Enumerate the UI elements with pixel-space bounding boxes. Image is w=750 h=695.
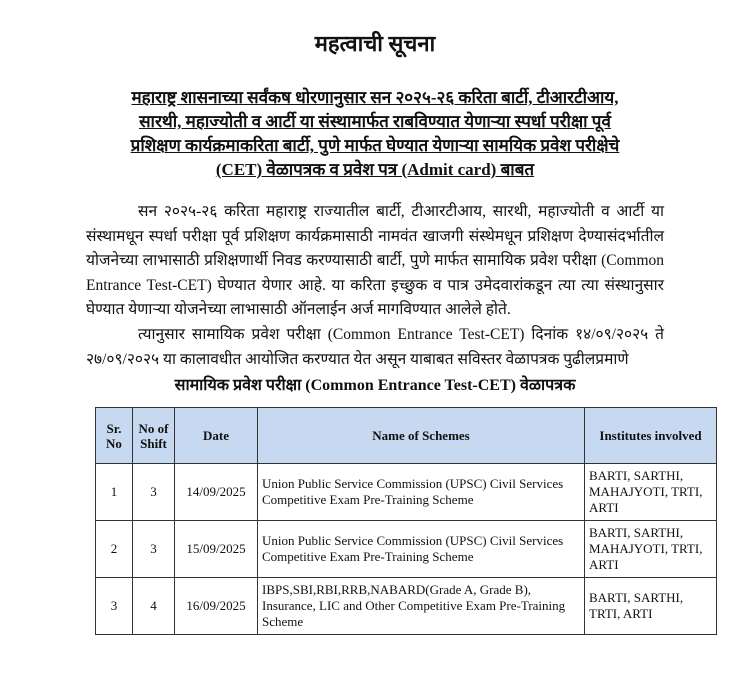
cell-institutes: BARTI, SARTHI, MAHAJYOTI, TRTI, ARTI	[585, 464, 717, 521]
paragraph-line: घेण्यात येणाऱ्या योजनेच्या लाभासाठी ऑनलाईन अर्ज मागविण्यात आलेले होते.	[86, 301, 511, 318]
cell-shift: 4	[133, 578, 175, 635]
paragraph-1	[86, 200, 664, 323]
table-row	[96, 521, 717, 578]
paragraph-2	[86, 323, 664, 372]
paragraph-line: २७/०९/२०२५ या कालावधीत आयोजित करण्यात येत असून याबाबत सविस्तर वेळापत्रक पुढीलप्रमाणे	[86, 350, 629, 368]
header-sr-no: Sr. No	[96, 408, 133, 464]
cell-institutes: BARTI, SARTHI, MAHAJYOTI, TRTI, ARTI	[585, 521, 717, 578]
schedule-title: सामायिक प्रवेश परीक्षा (Common Entrance Test-CET) वेळापत्रक	[174, 377, 576, 394]
schedule-table	[95, 407, 717, 635]
cell-date: 15/09/2025	[175, 521, 258, 578]
header-scheme: Name of Schemes	[258, 408, 585, 464]
subject-line: सारथी, महाज्योती व आर्टी या संस्थामार्फत राबविण्यात येणाऱ्या स्पर्धा परीक्षा पूर्व	[139, 112, 611, 131]
subject-line: (CET) वेळापत्रक व प्रवेश पत्र (Admit card) बाबत	[215, 160, 535, 179]
cell-scheme: Union Public Service Commission (UPSC) Civil Services Competitive Exam Pre-Training Scheme	[258, 521, 585, 578]
cell-institutes: BARTI, SARTHI, TRTI, ARTI	[585, 578, 717, 635]
cell-scheme: IBPS,SBI,RBI,RRB,NABARD(Grade A, Grade B), Insurance, LIC and Other Competitive Exam Pre-Training Scheme	[258, 578, 585, 635]
header-institutes: Institutes involved	[585, 408, 717, 464]
table-row	[96, 578, 717, 635]
cell-shift: 3	[133, 464, 175, 521]
cell-date: 16/09/2025	[175, 578, 258, 635]
notice-title: महत्वाची सूचना	[314, 31, 436, 56]
notice-subject	[84, 86, 666, 182]
header-shift: No of Shift	[133, 408, 175, 464]
cell-date: 14/09/2025	[175, 464, 258, 521]
cell-sr-no: 3	[96, 578, 133, 635]
cell-sr-no: 2	[96, 521, 133, 578]
cell-scheme: Union Public Service Commission (UPSC) Civil Services Competitive Exam Pre-Training Scheme	[258, 464, 585, 521]
cell-shift: 3	[133, 521, 175, 578]
paragraph-line: त्यानुसार सामायिक प्रवेश परीक्षा (Common Entrance Test-CET) दिनांक १४/०९/२०२५ ते	[138, 326, 664, 343]
subject-line: महाराष्ट्र शासनाच्या सर्वंकष धोरणानुसार सन २०२५-२६ करिता बार्टी, टीआरटीआय,	[131, 88, 619, 107]
paragraph-line: योजनेच्या लाभासाठी प्रशिक्षणार्थी निवड करण्यासाठी बार्टी, पुणे मार्फत सामायिक प्रवेश परीक्षा (Common	[86, 252, 664, 269]
paragraph-line: Entrance Test-CET) घेण्यात येणार आहे. या करिता इच्छुक व पात्र उमेदवारांकडून त्या त्या संस्थानुसार	[86, 276, 664, 294]
header-date: Date	[175, 408, 258, 464]
subject-line: प्रशिक्षण कार्यक्रमाकरिता बार्टी, पुणे मार्फत घेण्यात येणाऱ्या सामयिक प्रवेश परीक्षेचे	[130, 136, 620, 155]
table-header-row	[96, 408, 717, 464]
cell-sr-no: 1	[96, 464, 133, 521]
paragraph-line: सन २०२५-२६ करिता महाराष्ट्र राज्यातील बार्टी, टीआरटीआय, सारथी, महाज्योती व आर्टी या	[138, 203, 664, 220]
table-row	[96, 464, 717, 521]
paragraph-line: संस्थामधून स्पर्धा परीक्षा पूर्व प्रशिक्षण कार्यक्रमासाठी नामवंत खाजगी संस्थेमधून प्रशिक्षण देण्यासंदर्भातील	[86, 227, 664, 245]
